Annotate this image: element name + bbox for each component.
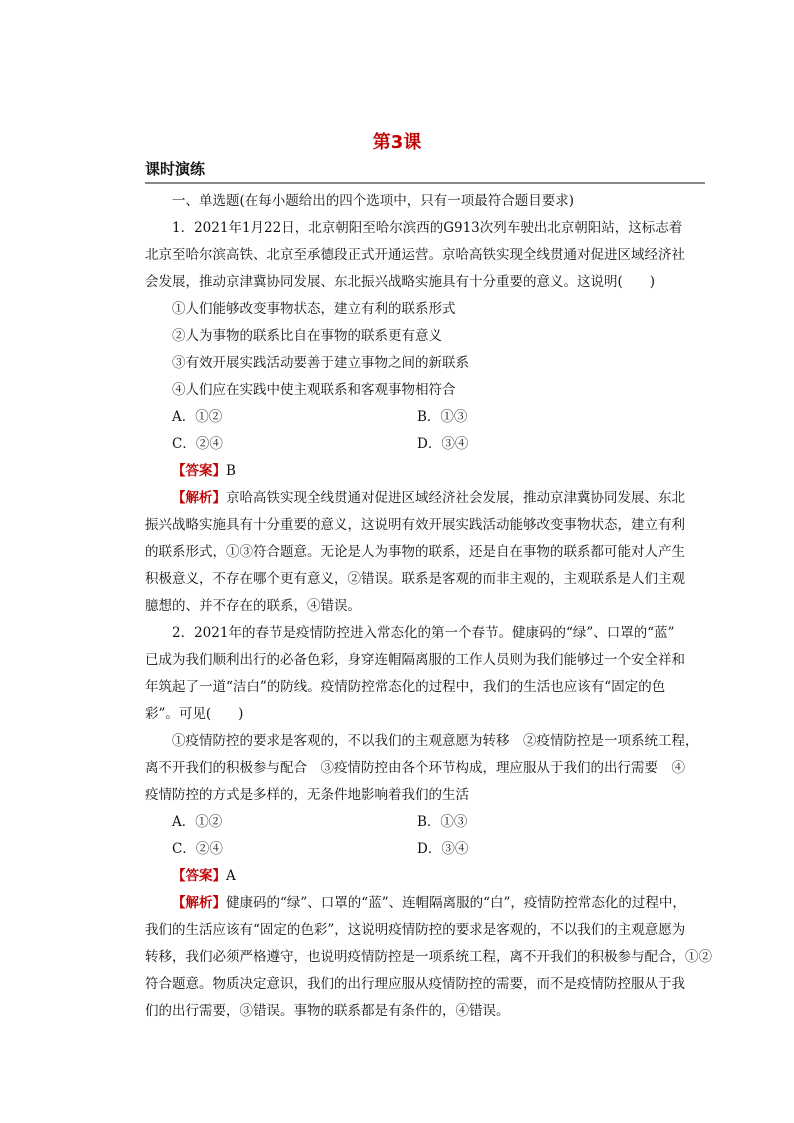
analysis-label: 解析 (185, 490, 213, 506)
analysis-line: 振兴战略实施具有十分重要的意义，这说明有效开展实践活动能够改变事物状态，建立有利 (145, 517, 685, 533)
analysis-line: 我们的生活应该有“固定的色彩”，这说明疫情防控的要求是客观的，不以我们的主观意愿为 (145, 922, 686, 938)
analysis-text: 京哈高铁实现全线贯通对促进区域经济社会发展，推动京津冀协同发展、东北 (226, 490, 685, 506)
lesson-title: 第3课 (372, 132, 422, 153)
exercise-content (145, 188, 712, 1025)
analysis-line: 们的出行需要，③错误。事物的联系都是有条件的，④错误。 (145, 1003, 510, 1019)
answer-bracket-close: 】 (212, 868, 226, 884)
statement-item: ②人为事物的联系比自在事物的联系更有意义 (172, 328, 442, 344)
analysis-bracket-close: 】 (212, 490, 226, 506)
question-1 (145, 215, 705, 620)
option-b: B．①③ (417, 814, 468, 830)
question-line: 彩”。可见( ) (145, 706, 244, 722)
analysis-label: 解析 (185, 895, 213, 911)
answer-value: B (226, 463, 236, 479)
answer-bracket-close: 】 (212, 463, 226, 479)
answer-bracket-open: 【 (172, 463, 186, 479)
option-a: A．①② (172, 409, 223, 425)
analysis-line: 积极意义，不存在哪个更有意义，②错误。联系是客观的而非主观的，主观联系是人们主观 (145, 571, 685, 587)
options-row (145, 431, 705, 458)
statement-item: ③有效开展实践活动要善于建立事物之间的新联系 (172, 355, 469, 371)
question-2 (145, 620, 712, 1025)
options-row (145, 836, 705, 863)
question-line: 北京至哈尔滨高铁、北京至承德段正式开通运营。京哈高铁实现全线贯通对促进区域经济社 (145, 247, 685, 263)
option-a: A．①② (172, 814, 223, 830)
answer-line (145, 863, 705, 890)
answer-label: 答案 (185, 868, 213, 884)
analysis-bracket-close: 】 (212, 895, 226, 911)
question-line: 年筑起了一道“洁白”的防线。疫情防控常态化的过程中，我们的生活也应该有“固定的色 (145, 679, 666, 695)
answer-bracket-open: 【 (172, 868, 186, 884)
statement-item: ④人们应在实践中使主观联系和客观事物相符合 (172, 382, 456, 398)
option-d: D．③④ (417, 841, 469, 857)
option-c: C．②④ (172, 436, 223, 452)
option-c: C．②④ (172, 841, 223, 857)
heading-divider (145, 182, 705, 184)
analysis-line: 转移，我们必须严格遵守，也说明疫情防控是一项系统工程，离不开我们的积极参与配合，①② (145, 949, 712, 965)
analysis-line: 的联系形式，①③符合题意。无论是人为事物的联系，还是自在事物的联系都可能对人产生 (145, 544, 685, 560)
option-d: D．③④ (417, 436, 469, 452)
statement-line: ①疫情防控的要求是客观的，不以我们的主观意愿为转移 ②疫情防控是一项系统工程， (172, 733, 699, 749)
option-b: B．①③ (417, 409, 468, 425)
options-row (145, 809, 705, 836)
analysis-bracket-open: 【 (172, 490, 186, 506)
statement-line: 离不开我们的积极参与配合 ③疫情防控由各个环节构成，理应服从于我们的出行需要 ④ (145, 760, 685, 776)
instruction-line: 一、单选题(在每小题给出的四个选项中，只有一项最符合题目要求) (172, 193, 575, 209)
answer-label: 答案 (185, 463, 213, 479)
options-row (145, 404, 705, 431)
statement-item: ①人们能够改变事物状态，建立有利的联系形式 (172, 301, 456, 317)
analysis-bracket-open: 【 (172, 895, 186, 911)
analysis-line (145, 890, 705, 917)
question-line: 已成为我们顺利出行的必备色彩，身穿连帽隔离服的工作人员则为我们能够过一个安全祥和 (145, 652, 685, 668)
answer-line (145, 458, 705, 485)
analysis-line (145, 485, 705, 512)
question-line: 会发展，推动京津冀协同发展、东北振兴战略实施具有十分重要的意义。这说明( ) (145, 274, 656, 290)
analysis-text: 健康码的“绿”、口罩的“蓝”、连帽隔离服的“白”，疫情防控常态化的过程中， (226, 895, 686, 911)
analysis-line: 臆想的、并不存在的联系，④错误。 (145, 598, 361, 614)
question-line: 2．2021年的春节是疫情防控进入常态化的第一个春节。健康码的“绿”、口罩的“蓝” (172, 625, 675, 641)
statement-line: 疫情防控的方式是多样的，无条件地影响着我们的生活 (145, 787, 469, 803)
question-line: 1．2021年1月22日，北京朝阳至哈尔滨西的G913次列车驶出北京朝阳站，这标志着 (172, 220, 683, 236)
section-heading: 课时演练 (145, 160, 206, 178)
analysis-line: 符合题意。物质决定意识，我们的出行理应服从疫情防控的需要，而不是疫情防控服从于我 (145, 976, 685, 992)
answer-value: A (226, 868, 236, 884)
